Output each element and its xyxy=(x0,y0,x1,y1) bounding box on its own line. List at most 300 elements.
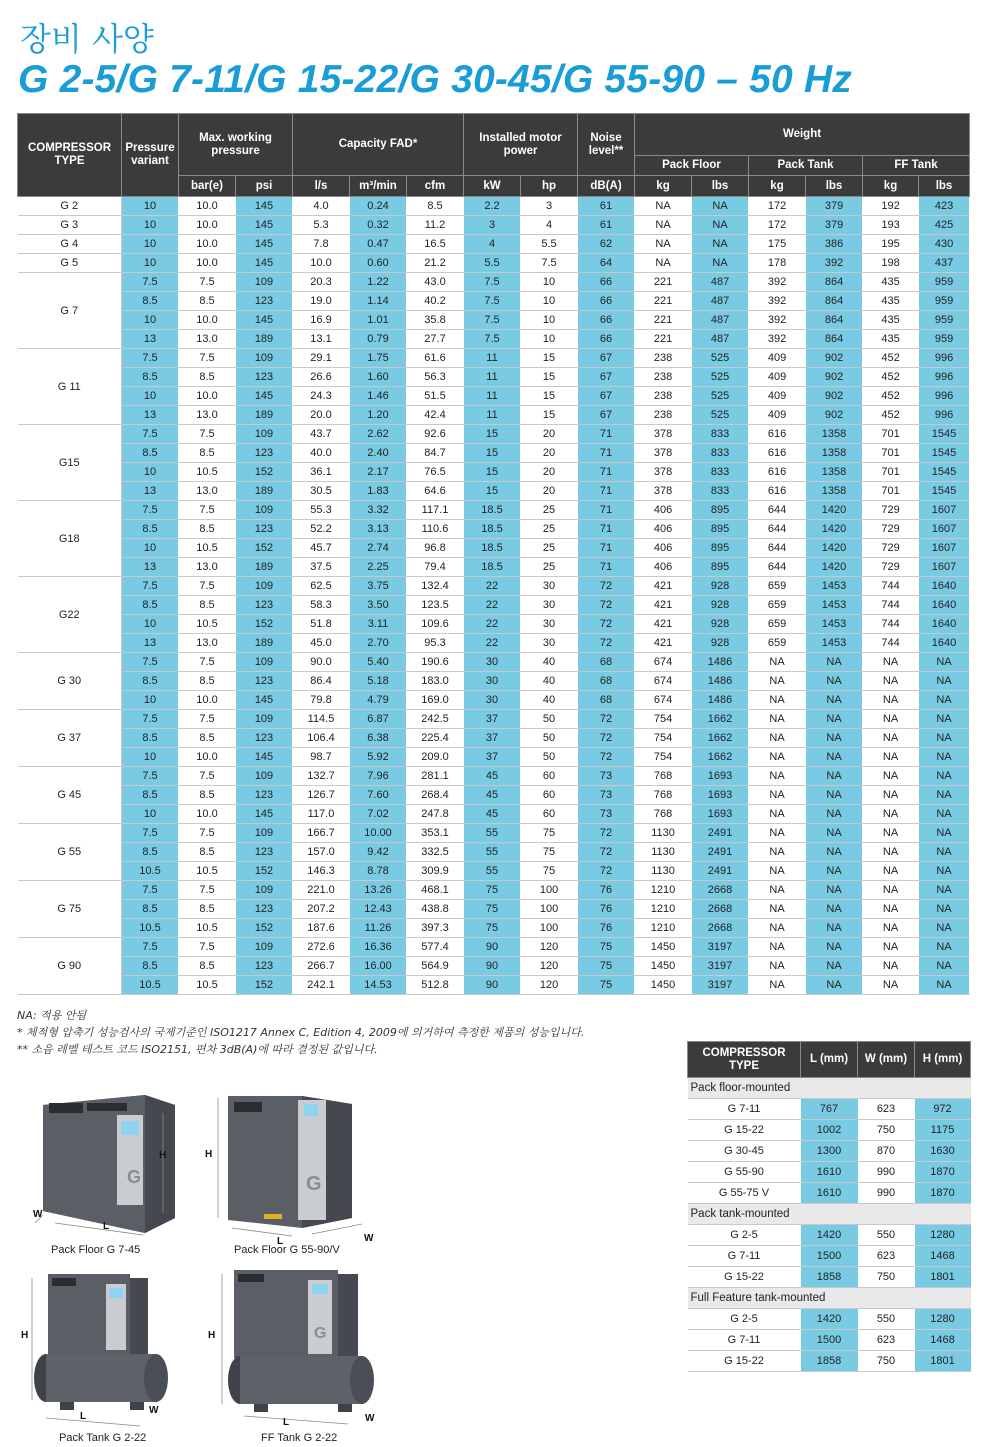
spec-cell: 109 xyxy=(236,349,293,368)
dim-cell: 1300 xyxy=(801,1141,858,1162)
unit-header: cfm xyxy=(407,176,464,197)
spec-cell: 452 xyxy=(863,406,919,425)
table-row xyxy=(18,862,970,881)
spec-cell: 409 xyxy=(749,406,806,425)
spec-cell: 79.8 xyxy=(293,691,350,710)
dim-cell: 1870 xyxy=(915,1162,971,1183)
svg-text:G: G xyxy=(127,1167,142,1187)
spec-cell: NA xyxy=(806,900,863,919)
spec-cell: 13 xyxy=(122,482,179,501)
dim-cell: G 15-22 xyxy=(688,1267,801,1288)
spec-cell: 754 xyxy=(635,729,692,748)
spec-cell: 8.5 xyxy=(122,957,179,976)
spec-cell: 71 xyxy=(578,444,635,463)
compressor-type-cell: G18 xyxy=(18,501,122,577)
spec-cell: 15 xyxy=(464,444,521,463)
spec-cell: 409 xyxy=(749,368,806,387)
spec-cell: 10.0 xyxy=(179,254,236,273)
spec-cell: 435 xyxy=(863,311,919,330)
spec-cell: NA xyxy=(806,824,863,843)
spec-cell: 1693 xyxy=(692,767,749,786)
dim-row xyxy=(688,1330,971,1351)
spec-cell: NA xyxy=(749,767,806,786)
caption-pack-floor-g7-45: Pack Floor G 7-45 xyxy=(51,1244,141,1256)
spec-cell: 18.5 xyxy=(464,501,521,520)
spec-cell: 11 xyxy=(464,387,521,406)
table-row xyxy=(18,520,970,539)
spec-cell: 4.0 xyxy=(293,197,350,216)
spec-cell: 8.5 xyxy=(122,368,179,387)
spec-cell: 8.78 xyxy=(350,862,407,881)
spec-cell: 0.79 xyxy=(350,330,407,349)
spec-cell: NA xyxy=(919,691,970,710)
spec-cell: 1693 xyxy=(692,786,749,805)
spec-cell: 16.5 xyxy=(407,235,464,254)
spec-cell: 15 xyxy=(464,425,521,444)
table-row xyxy=(18,919,970,938)
spec-cell: 659 xyxy=(749,615,806,634)
spec-cell: NA xyxy=(749,900,806,919)
spec-cell: NA xyxy=(749,862,806,881)
spec-cell: 1545 xyxy=(919,463,970,482)
table-row xyxy=(18,767,970,786)
spec-cell: 864 xyxy=(806,330,863,349)
spec-cell: 145 xyxy=(236,254,293,273)
spec-cell: 10.0 xyxy=(179,216,236,235)
spec-cell: 729 xyxy=(863,558,919,577)
spec-cell: 4 xyxy=(464,235,521,254)
spec-cell: 11.26 xyxy=(350,919,407,938)
spec-cell: 221 xyxy=(635,273,692,292)
spec-cell: 1640 xyxy=(919,577,970,596)
spec-cell: 50 xyxy=(521,748,578,767)
spec-cell: 1486 xyxy=(692,672,749,691)
table-row xyxy=(18,957,970,976)
table-row xyxy=(18,881,970,900)
pack-floor-g55-height-label: H xyxy=(205,1149,213,1160)
spec-cell: 5.18 xyxy=(350,672,407,691)
compressor-type-cell: G22 xyxy=(18,577,122,653)
spec-cell: 190.6 xyxy=(407,653,464,672)
dim-section-title: Full Feature tank-mounted xyxy=(688,1288,971,1309)
spec-cell: 40 xyxy=(521,672,578,691)
spec-cell: NA xyxy=(806,767,863,786)
spec-cell: 84.7 xyxy=(407,444,464,463)
dim-cell: G 15-22 xyxy=(688,1351,801,1372)
spec-cell: 7.5 xyxy=(179,349,236,368)
spec-cell: 35.8 xyxy=(407,311,464,330)
spec-cell: 60 xyxy=(521,767,578,786)
dim-row xyxy=(688,1309,971,1330)
spec-cell: 10.5 xyxy=(122,862,179,881)
spec-cell: 928 xyxy=(692,634,749,653)
spec-cell: NA xyxy=(863,957,919,976)
spec-cell: 744 xyxy=(863,577,919,596)
spec-cell: 123 xyxy=(236,444,293,463)
table-row xyxy=(18,311,970,330)
dim-header-width: W (mm) xyxy=(858,1042,915,1078)
spec-cell: 225.4 xyxy=(407,729,464,748)
unit-header: lbs xyxy=(692,176,749,197)
table-row xyxy=(18,938,970,957)
spec-cell: NA xyxy=(806,691,863,710)
spec-cell: 15 xyxy=(521,406,578,425)
spec-cell: 71 xyxy=(578,463,635,482)
spec-cell: 7.5 xyxy=(464,273,521,292)
spec-cell: 833 xyxy=(692,444,749,463)
table-row xyxy=(18,368,970,387)
spec-cell: 281.1 xyxy=(407,767,464,786)
spec-cell: 8.5 xyxy=(179,900,236,919)
ff-tank-g2-22-image xyxy=(220,1268,390,1428)
spec-cell: 64.6 xyxy=(407,482,464,501)
dim-cell: G 2-5 xyxy=(688,1309,801,1330)
spec-cell: 40 xyxy=(521,653,578,672)
spec-cell: 15 xyxy=(521,349,578,368)
spec-cell: 487 xyxy=(692,273,749,292)
spec-cell: 13.1 xyxy=(293,330,350,349)
spec-cell: 52.2 xyxy=(293,520,350,539)
spec-cell: 76 xyxy=(578,900,635,919)
spec-cell: 10 xyxy=(521,292,578,311)
spec-cell: NA xyxy=(863,824,919,843)
spec-cell: 1.46 xyxy=(350,387,407,406)
header-noise: Noise level** xyxy=(578,114,635,176)
spec-cell: 7.5 xyxy=(464,292,521,311)
spec-cell: 62 xyxy=(578,235,635,254)
spec-cell: 4.79 xyxy=(350,691,407,710)
spec-cell: 644 xyxy=(749,520,806,539)
spec-cell: 674 xyxy=(635,691,692,710)
spec-cell: 1.75 xyxy=(350,349,407,368)
spec-cell: 172 xyxy=(749,197,806,216)
spec-cell: NA xyxy=(749,919,806,938)
spec-cell: 996 xyxy=(919,387,970,406)
dim-cell: 1801 xyxy=(915,1351,971,1372)
spec-cell: 1607 xyxy=(919,520,970,539)
spec-cell: NA xyxy=(692,216,749,235)
table-row xyxy=(18,976,970,995)
spec-cell: NA xyxy=(863,862,919,881)
spec-cell: 902 xyxy=(806,368,863,387)
spec-cell: 117.0 xyxy=(293,805,350,824)
pack-floor-g55-width-label: W xyxy=(364,1233,374,1244)
dim-cell: 750 xyxy=(858,1267,915,1288)
spec-cell: 27.7 xyxy=(407,330,464,349)
spec-cell: 1420 xyxy=(806,558,863,577)
spec-cell: 7.5 xyxy=(122,501,179,520)
spec-cell: 7.96 xyxy=(350,767,407,786)
spec-cell: 109 xyxy=(236,425,293,444)
unit-header: kg xyxy=(635,176,692,197)
table-row xyxy=(18,216,970,235)
spec-cell: 152 xyxy=(236,463,293,482)
spec-cell: 438.8 xyxy=(407,900,464,919)
spec-cell: 1420 xyxy=(806,520,863,539)
spec-cell: 525 xyxy=(692,406,749,425)
spec-cell: 20.3 xyxy=(293,273,350,292)
spec-cell: 2491 xyxy=(692,862,749,881)
spec-cell: 71 xyxy=(578,539,635,558)
spec-cell: 71 xyxy=(578,501,635,520)
spec-cell: 272.6 xyxy=(293,938,350,957)
table-row xyxy=(18,634,970,653)
spec-cell: 238 xyxy=(635,349,692,368)
spec-cell: 10 xyxy=(122,235,179,254)
spec-cell: 833 xyxy=(692,463,749,482)
spec-cell: 18.5 xyxy=(464,558,521,577)
spec-cell: 2668 xyxy=(692,881,749,900)
spec-cell: 616 xyxy=(749,482,806,501)
table-row xyxy=(18,197,970,216)
spec-cell: 40.0 xyxy=(293,444,350,463)
spec-cell: 378 xyxy=(635,463,692,482)
spec-cell: 61 xyxy=(578,197,635,216)
spec-cell: 895 xyxy=(692,520,749,539)
spec-cell: NA xyxy=(749,843,806,862)
spec-cell: 92.6 xyxy=(407,425,464,444)
table-row xyxy=(18,843,970,862)
compressor-type-cell: G 7 xyxy=(18,273,122,349)
spec-cell: 0.24 xyxy=(350,197,407,216)
spec-cell: 902 xyxy=(806,349,863,368)
spec-cell: 1640 xyxy=(919,615,970,634)
spec-cell: 221 xyxy=(635,330,692,349)
table-row xyxy=(18,615,970,634)
dim-cell: 1858 xyxy=(801,1267,858,1288)
spec-cell: 30 xyxy=(521,596,578,615)
spec-cell: 7.5 xyxy=(122,653,179,672)
spec-cell: 193 xyxy=(863,216,919,235)
compressor-type-cell: G 11 xyxy=(18,349,122,425)
spec-cell: 146.3 xyxy=(293,862,350,881)
spec-cell: NA xyxy=(863,938,919,957)
spec-cell: 152 xyxy=(236,919,293,938)
spec-cell: NA xyxy=(806,729,863,748)
spec-cell: NA xyxy=(863,843,919,862)
spec-cell: 928 xyxy=(692,577,749,596)
spec-cell: 126.7 xyxy=(293,786,350,805)
spec-cell: 109 xyxy=(236,577,293,596)
spec-cell: 437 xyxy=(919,254,970,273)
svg-text:G: G xyxy=(314,1325,327,1342)
spec-cell: 71 xyxy=(578,520,635,539)
spec-cell: 1450 xyxy=(635,938,692,957)
spec-cell: 10.5 xyxy=(122,976,179,995)
spec-cell: 468.1 xyxy=(407,881,464,900)
table-row xyxy=(18,387,970,406)
spec-cell: 123 xyxy=(236,672,293,691)
spec-cell: 10 xyxy=(521,273,578,292)
spec-cell: 3.32 xyxy=(350,501,407,520)
spec-cell: 120 xyxy=(521,976,578,995)
spec-cell: 7.02 xyxy=(350,805,407,824)
spec-cell: NA xyxy=(806,843,863,862)
spec-cell: 379 xyxy=(806,216,863,235)
spec-cell: 2.17 xyxy=(350,463,407,482)
spec-cell: 7.5 xyxy=(122,767,179,786)
spec-cell: 19.0 xyxy=(293,292,350,311)
spec-cell: NA xyxy=(749,672,806,691)
spec-cell: 71 xyxy=(578,425,635,444)
spec-cell: 62.5 xyxy=(293,577,350,596)
spec-cell: 409 xyxy=(749,349,806,368)
spec-cell: 1545 xyxy=(919,425,970,444)
spec-cell: 10.5 xyxy=(122,919,179,938)
spec-cell: 10.0 xyxy=(179,311,236,330)
spec-cell: 895 xyxy=(692,501,749,520)
spec-cell: NA xyxy=(863,729,919,748)
spec-cell: 175 xyxy=(749,235,806,254)
dim-header-height: H (mm) xyxy=(915,1042,971,1078)
spec-cell: 123 xyxy=(236,520,293,539)
spec-cell: 90 xyxy=(464,957,521,976)
spec-cell: 72 xyxy=(578,843,635,862)
spec-cell: 109 xyxy=(236,710,293,729)
spec-cell: NA xyxy=(806,710,863,729)
spec-cell: NA xyxy=(919,786,970,805)
spec-cell: 109 xyxy=(236,881,293,900)
spec-cell: 12.43 xyxy=(350,900,407,919)
spec-cell: 13.0 xyxy=(179,330,236,349)
spec-cell: 959 xyxy=(919,273,970,292)
spec-cell: 616 xyxy=(749,463,806,482)
spec-cell: 247.8 xyxy=(407,805,464,824)
spec-cell: 61 xyxy=(578,216,635,235)
spec-cell: 166.7 xyxy=(293,824,350,843)
spec-cell: 13.26 xyxy=(350,881,407,900)
spec-cell: 189 xyxy=(236,330,293,349)
spec-cell: 1210 xyxy=(635,919,692,938)
dim-cell: 1280 xyxy=(915,1309,971,1330)
spec-cell: 30 xyxy=(521,634,578,653)
spec-cell: 701 xyxy=(863,463,919,482)
spec-cell: NA xyxy=(749,729,806,748)
dim-cell: 1420 xyxy=(801,1309,858,1330)
spec-cell: NA xyxy=(806,938,863,957)
spec-cell: 659 xyxy=(749,596,806,615)
caption-ff-tank-g2-22: FF Tank G 2-22 xyxy=(261,1432,338,1444)
spec-cell: 7.5 xyxy=(179,425,236,444)
spec-cell: 895 xyxy=(692,558,749,577)
table-row xyxy=(18,729,970,748)
table-row xyxy=(18,501,970,520)
dim-cell: 1610 xyxy=(801,1162,858,1183)
dim-row xyxy=(688,1162,971,1183)
spec-cell: 1358 xyxy=(806,444,863,463)
spec-cell: 1662 xyxy=(692,729,749,748)
spec-cell: 397.3 xyxy=(407,919,464,938)
pack-tank-height-label: H xyxy=(21,1330,29,1341)
spec-cell: 189 xyxy=(236,634,293,653)
dim-section-row xyxy=(688,1204,971,1225)
spec-cell: 8.5 xyxy=(122,900,179,919)
spec-cell: 1640 xyxy=(919,634,970,653)
spec-cell: 221 xyxy=(635,311,692,330)
spec-cell: 10 xyxy=(122,311,179,330)
spec-cell: NA xyxy=(692,197,749,216)
spec-cell: 209.0 xyxy=(407,748,464,767)
spec-cell: 7.5 xyxy=(122,577,179,596)
spec-cell: 487 xyxy=(692,330,749,349)
dim-cell: 550 xyxy=(858,1225,915,1246)
table-row xyxy=(18,425,970,444)
spec-cell: 1.60 xyxy=(350,368,407,387)
spec-cell: 1.22 xyxy=(350,273,407,292)
spec-cell: 392 xyxy=(749,273,806,292)
spec-cell: NA xyxy=(635,216,692,235)
spec-cell: 22 xyxy=(464,596,521,615)
spec-cell: 659 xyxy=(749,577,806,596)
spec-cell: 1130 xyxy=(635,862,692,881)
spec-cell: 8.5 xyxy=(179,444,236,463)
spec-cell: NA xyxy=(919,748,970,767)
spec-cell: 833 xyxy=(692,482,749,501)
spec-cell: 10.00 xyxy=(350,824,407,843)
spec-cell: 378 xyxy=(635,425,692,444)
spec-cell: 37 xyxy=(464,729,521,748)
footnote-iso1217: * 체적형 압축기 성능검사의 국제기준인 ISO1217 Annex C, Edition 4, 2009에 의거하여 측정한 제품의 성능입니다. xyxy=(17,1026,585,1039)
spec-cell: 79.4 xyxy=(407,558,464,577)
spec-cell: 744 xyxy=(863,634,919,653)
spec-cell: 183.0 xyxy=(407,672,464,691)
spec-cell: 45.0 xyxy=(293,634,350,653)
unit-header: m³/min xyxy=(350,176,407,197)
spec-cell: 132.7 xyxy=(293,767,350,786)
spec-cell: 9.42 xyxy=(350,843,407,862)
spec-cell: NA xyxy=(863,767,919,786)
spec-cell: 50 xyxy=(521,729,578,748)
spec-cell: 564.9 xyxy=(407,957,464,976)
spec-cell: 145 xyxy=(236,216,293,235)
spec-cell: NA xyxy=(749,653,806,672)
spec-cell: 1453 xyxy=(806,577,863,596)
spec-cell: 8.5 xyxy=(179,786,236,805)
spec-cell: NA xyxy=(863,900,919,919)
spec-cell: NA xyxy=(919,862,970,881)
dim-cell: 990 xyxy=(858,1162,915,1183)
spec-cell: 117.1 xyxy=(407,501,464,520)
spec-cell: 644 xyxy=(749,558,806,577)
spec-cell: 7.60 xyxy=(350,786,407,805)
spec-cell: 1.83 xyxy=(350,482,407,501)
spec-cell: 145 xyxy=(236,387,293,406)
spec-cell: 20 xyxy=(521,482,578,501)
spec-cell: 30 xyxy=(521,577,578,596)
spec-cell: 8.5 xyxy=(122,520,179,539)
spec-cell: NA xyxy=(863,805,919,824)
spec-cell: NA xyxy=(749,786,806,805)
spec-cell: 10 xyxy=(122,539,179,558)
compressor-type-cell: G 3 xyxy=(18,216,122,235)
spec-cell: 221.0 xyxy=(293,881,350,900)
spec-cell: NA xyxy=(749,976,806,995)
spec-cell: 3 xyxy=(464,216,521,235)
spec-cell: 7.5 xyxy=(122,349,179,368)
ff-tank-width-label: W xyxy=(365,1413,375,1424)
spec-cell: 55 xyxy=(464,862,521,881)
spec-cell: 406 xyxy=(635,520,692,539)
spec-cell: 15 xyxy=(464,463,521,482)
spec-cell: 10.0 xyxy=(179,235,236,254)
spec-cell: NA xyxy=(919,767,970,786)
spec-cell: NA xyxy=(806,653,863,672)
spec-cell: 10.0 xyxy=(179,387,236,406)
spec-cell: 659 xyxy=(749,634,806,653)
dim-row xyxy=(688,1141,971,1162)
spec-cell: 72 xyxy=(578,577,635,596)
spec-cell: 616 xyxy=(749,444,806,463)
